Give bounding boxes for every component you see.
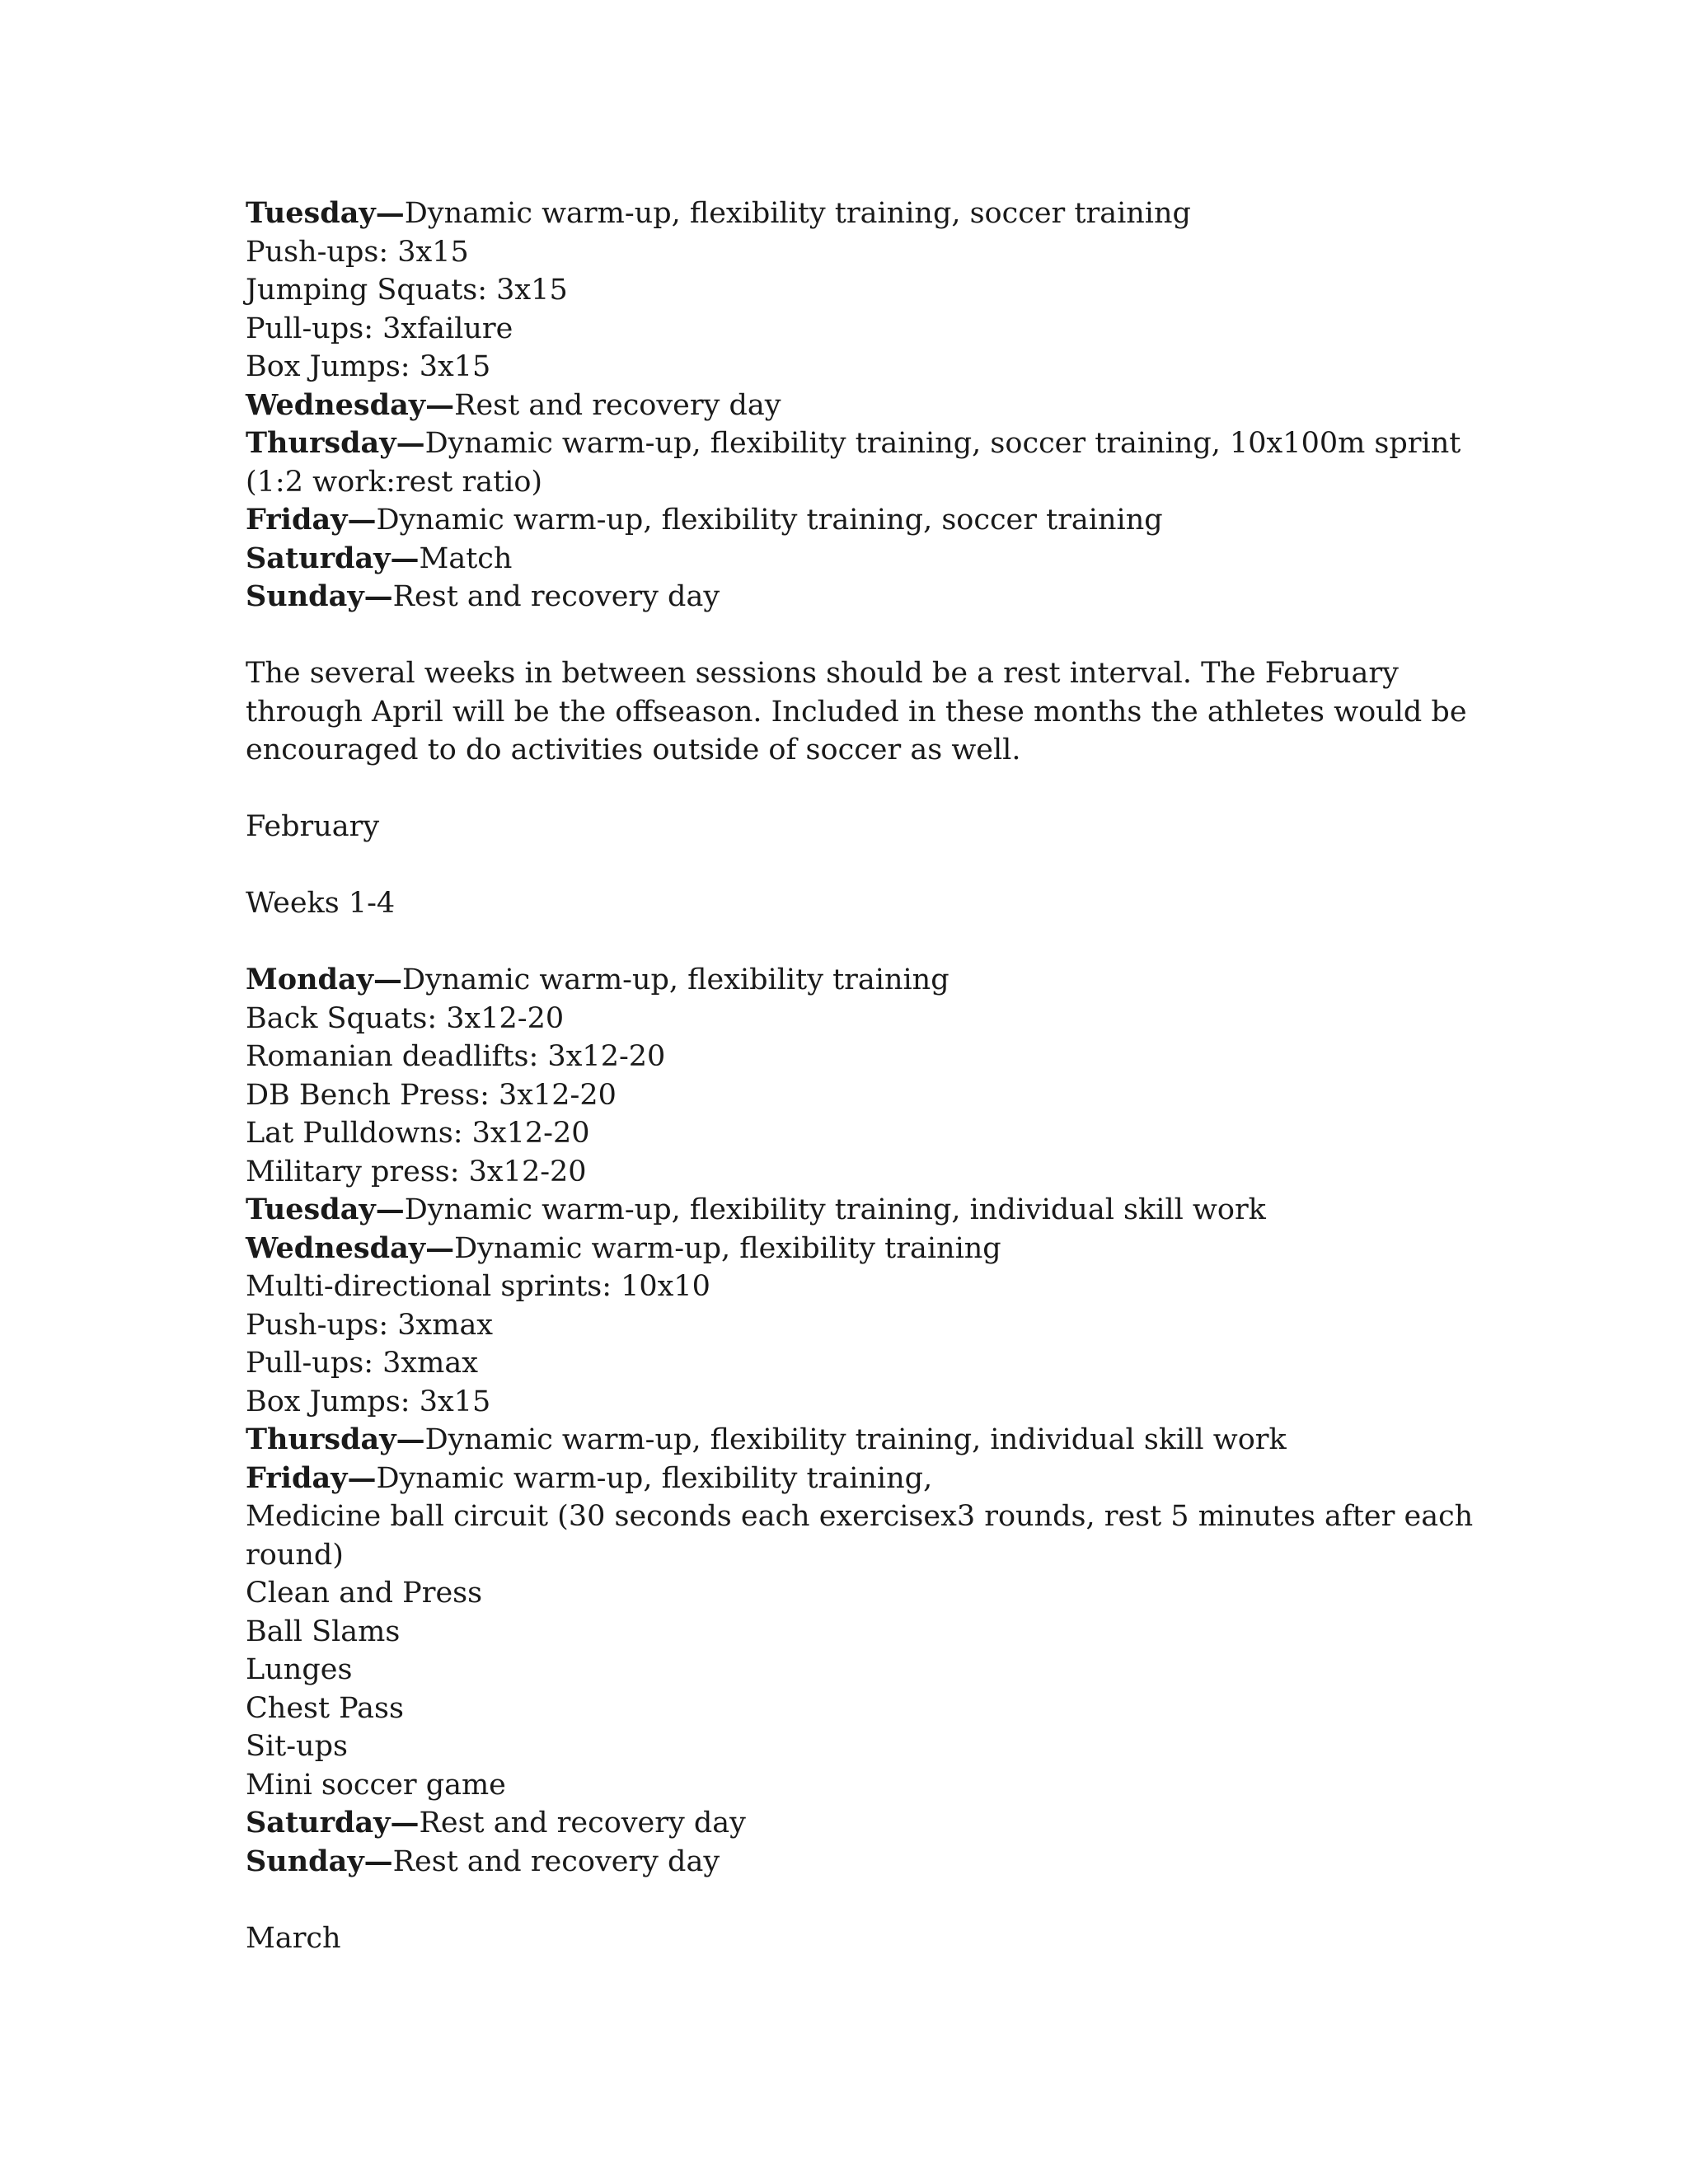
- schedule-line-saturday: [246, 1804, 1465, 1843]
- exercise-line: Push-ups: 3xmax: [246, 1308, 494, 1342]
- circuit-description-line: round): [246, 1538, 344, 1572]
- schedule-line-wednesday: [246, 1230, 1465, 1268]
- day-label: Sunday—: [246, 1844, 393, 1878]
- day-label: Friday—: [246, 503, 377, 537]
- exercise-line: Pull-ups: 3xfailure: [246, 312, 513, 345]
- schedule-line-friday: [246, 1460, 1465, 1498]
- day-description: Rest and recovery day: [392, 1844, 720, 1878]
- day-description: Match: [419, 541, 513, 575]
- day-description: Rest and recovery day: [392, 580, 720, 613]
- day-description: Dynamic warm-up, flexibility training: [454, 1231, 1001, 1265]
- blank-line: [246, 616, 1465, 655]
- exercise-line: Multi-directional sprints: 10x10: [246, 1270, 710, 1303]
- day-label: Wednesday—: [246, 1230, 455, 1265]
- schedule-line-wednesday: [246, 387, 1465, 425]
- day-label: Thursday—: [246, 1422, 425, 1456]
- circuit-exercise-line: Lunges: [246, 1653, 353, 1686]
- day-label: Saturday—: [246, 1806, 420, 1840]
- day-label: Thursday—: [246, 426, 425, 460]
- exercise-line: Pull-ups: 3xmax: [246, 1347, 478, 1380]
- section-heading-weeks: Weeks 1-4: [246, 887, 396, 920]
- schedule-line-tuesday: [246, 194, 1465, 233]
- schedule-line-thursday: [246, 1421, 1465, 1460]
- exercise-line: Jumping Squats: 3x15: [246, 274, 568, 307]
- day-label: Tuesday—: [246, 196, 405, 230]
- blank-line: [246, 770, 1465, 808]
- blank-line: [246, 1881, 1465, 1919]
- blank-line: [246, 846, 1465, 885]
- day-description: Dynamic warm-up, flexibility training, soccer training: [376, 504, 1163, 537]
- day-description: Dynamic warm-up, flexibility training, soccer training: [404, 197, 1191, 230]
- schedule-line-thursday: [246, 424, 1465, 463]
- schedule-line-tuesday: [246, 1191, 1465, 1230]
- exercise-line: Romanian deadlifts: 3x12-20: [246, 1040, 666, 1073]
- schedule-line-sunday: [246, 1843, 1465, 1882]
- circuit-exercise-line: Mini soccer game: [246, 1768, 506, 1802]
- section-heading-february: February: [246, 810, 380, 843]
- day-label: Tuesday—: [246, 1193, 405, 1226]
- day-description: Dynamic warm-up, flexibility training, soccer training, 10x100m sprint: [424, 427, 1461, 460]
- day-description: Dynamic warm-up, flexibility training, individual skill work: [404, 1193, 1266, 1226]
- circuit-description-line: Medicine ball circuit (30 seconds each exercisex3 rounds, rest 5 minutes after each: [246, 1500, 1474, 1533]
- exercise-line: Lat Pulldowns: 3x12-20: [246, 1117, 590, 1150]
- schedule-line-saturday: [246, 540, 1465, 579]
- paragraph-line: The several weeks in between sessions should be a rest interval. The February: [246, 657, 1399, 690]
- exercise-line: Back Squats: 3x12-20: [246, 1001, 565, 1035]
- circuit-exercise-line: Clean and Press: [246, 1577, 483, 1610]
- day-description: Rest and recovery day: [454, 388, 781, 422]
- paragraph-line: through April will be the offseason. Included in these months the athletes would be: [246, 695, 1467, 729]
- day-description: Dynamic warm-up, flexibility training,: [376, 1461, 933, 1495]
- day-label: Monday—: [246, 963, 403, 996]
- exercise-line: Military press: 3x12-20: [246, 1155, 587, 1188]
- day-label: Friday—: [246, 1460, 377, 1495]
- day-description: Dynamic warm-up, flexibility training: [402, 963, 950, 996]
- day-label: Sunday—: [246, 579, 393, 613]
- paragraph-line: encouraged to do activities outside of soccer as well.: [246, 733, 1021, 766]
- schedule-line-sunday: [246, 578, 1465, 616]
- section-heading-march: March: [246, 1921, 341, 1955]
- circuit-exercise-line: Ball Slams: [246, 1615, 401, 1648]
- day-description: Rest and recovery day: [419, 1807, 746, 1840]
- exercise-line: DB Bench Press: 3x12-20: [246, 1078, 617, 1112]
- circuit-exercise-line: Chest Pass: [246, 1691, 404, 1725]
- exercise-line: Box Jumps: 3x15: [246, 350, 491, 383]
- document-body: [246, 194, 1474, 1957]
- day-label: Wednesday—: [246, 387, 455, 422]
- exercise-line: Box Jumps: 3x15: [246, 1385, 491, 1418]
- schedule-line-friday: [246, 501, 1465, 540]
- exercise-line: Push-ups: 3x15: [246, 235, 469, 269]
- schedule-line-thursday-continued: (1:2 work:rest ratio): [246, 465, 543, 499]
- circuit-exercise-line: Sit-ups: [246, 1730, 348, 1763]
- day-description: Dynamic warm-up, flexibility training, individual skill work: [424, 1423, 1287, 1456]
- day-label: Saturday—: [246, 541, 420, 575]
- blank-line: [246, 923, 1465, 962]
- schedule-line-monday: [246, 961, 1465, 1000]
